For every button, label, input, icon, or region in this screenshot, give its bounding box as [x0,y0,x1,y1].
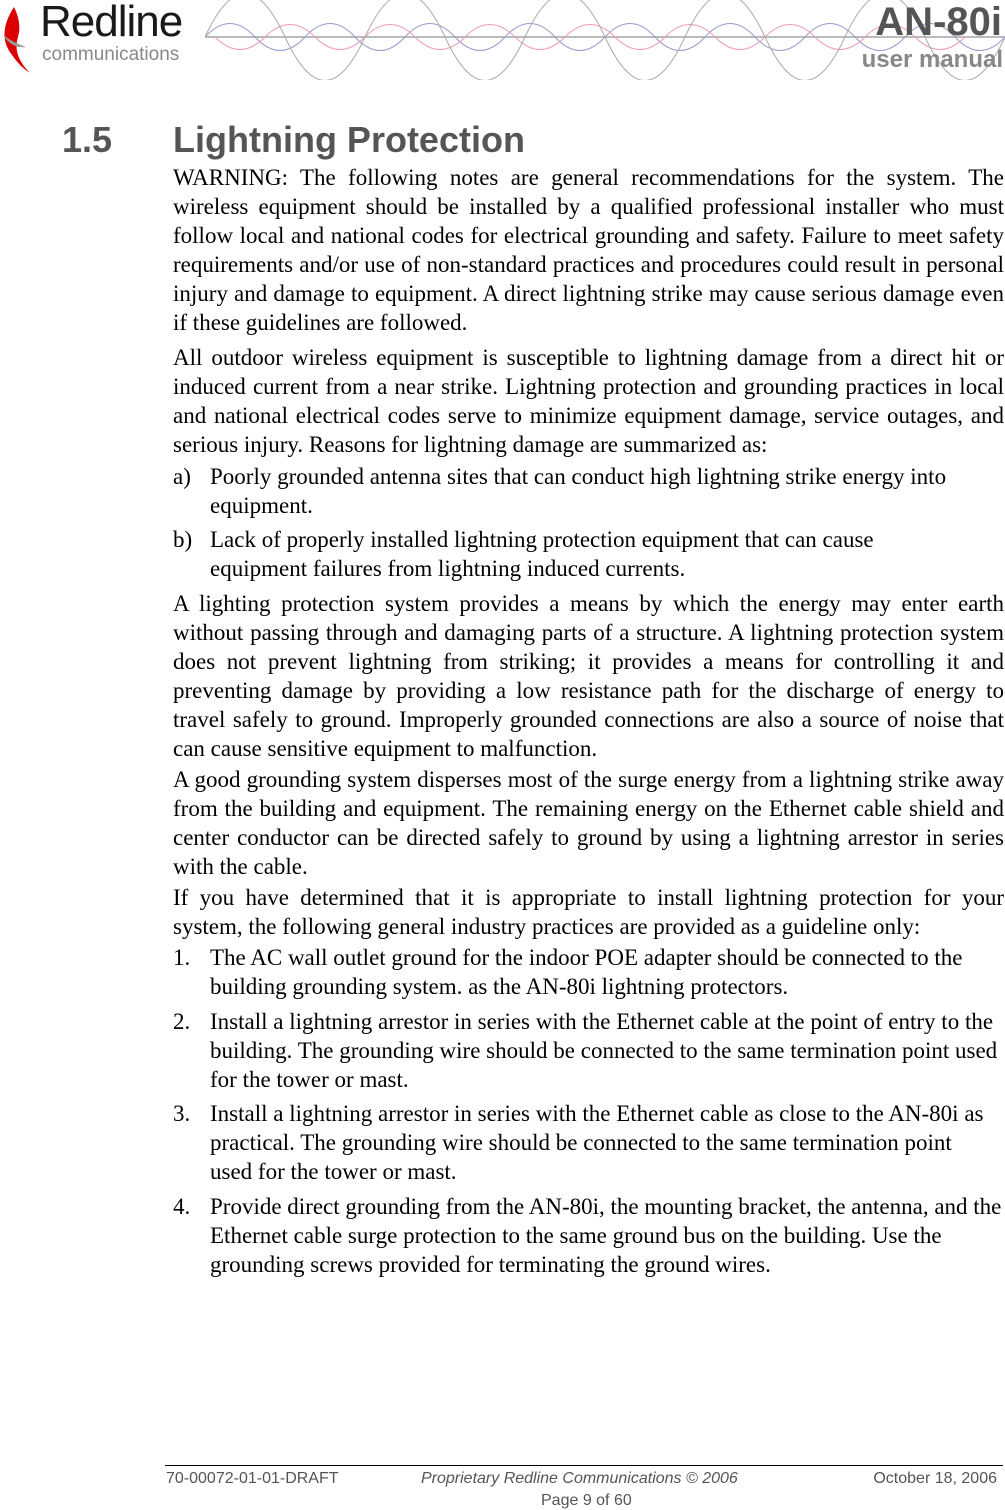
list-item [173,1099,998,1186]
list-text: Provide direct grounding from the AN-80i, the mounting bracket, the antenna, and the Ethernet cable surge protection to the same ground bus on the building. Use the grounding screws provided for terminating the ground wires. [210,1194,1002,1277]
redline-logo-swoosh-icon [0,5,40,75]
list-item [173,525,953,583]
list-text: Install a lightning arrestor in series with the Ethernet cable as close to the AN-80i as practical. The grounding wire should be connected to the same termination point used for the tower or mast. [210,1101,984,1184]
paragraph: All outdoor wireless equipment is susceptible to lightning damage from a direct hit or induced current from a near strike. Lightning protection and grounding practices in local and national electrical codes serve to minimize equipment damage, service outages, and serious injury. Reasons for lightning damage are summarized as: [173,345,1004,457]
list-item [173,1192,1004,1279]
footer-doc-id: 70-00072-01-01-DRAFT [166,1470,339,1487]
list-item [173,943,998,1001]
warning-paragraph: WARNING: The following notes are general recommendations for the system. The wireless equipment should be installed by a qualified professional installer who must follow local and national codes for electrical grounding and safety. Failure to meet safety requirements and/or use of non-standard practices and procedures could result in personal injury and damage to equipment. A direct lightning strike may cause serious damage even if these guidelines are followed. [173,165,1004,335]
list-marker: b) [173,527,193,552]
list-marker: 4. [173,1194,191,1219]
logo-subtitle: communications [42,44,180,65]
list-marker: 2. [173,1009,191,1034]
logo-name: Redline [40,0,183,46]
paragraph: A good grounding system disperses most of the surge energy from a lightning strike away from the building and equipment. The remaining energy on the Ethernet cable shield and center conductor can be directed safely to ground by using a lightning arrestor in series with the cable. [173,767,1004,879]
list-marker: a) [173,464,191,489]
product-name: AN-80i [875,0,1002,44]
document-type: user manual [861,46,1003,73]
page-number: Page 9 of 60 [541,1492,632,1509]
section-number: 1.5 [62,119,113,160]
section-title: Lightning Protection [173,119,525,160]
list-text: Poorly grounded antenna sites that can conduct high lightning strike energy into equipment. [210,464,947,518]
list-marker: 3. [173,1101,191,1126]
list-item [173,462,973,520]
footer-copyright: Proprietary Redline Communications © 2006 [421,1470,738,1487]
section-body [173,163,1004,1279]
footer-divider [165,1465,1003,1466]
list-text: The AC wall outlet ground for the indoor POE adapter should be connected to the building grounding system. as the AN-80i lightning protectors. [210,945,963,999]
paragraph: A lighting protection system provides a means by which the energy may enter earth without passing through and damaging parts of a structure. A lightning protection system does not prevent lightning from striking; it provides a means for controlling it and preventing damage by providing a low resistance path for the discharge of energy to travel safely to ground. Improperly grounded connections are also a source of noise that can cause sensitive equipment to malfunction. [173,591,1004,761]
list-marker: 1. [173,945,191,970]
list-item [173,1007,1004,1094]
list-text: Install a lightning arrestor in series with the Ethernet cable at the point of entry to the building. The grounding wire should be connected to the same termination point used for the tower or mast. [210,1009,998,1092]
paragraph: If you have determined that it is appropriate to install lightning protection for your system, the following general industry practices are provided as a guideline only: [173,885,1004,939]
list-text: Lack of properly installed lightning protection equipment that can cause equipment failures from lightning induced currents. [210,527,874,581]
footer-date: October 18, 2006 [873,1470,997,1487]
